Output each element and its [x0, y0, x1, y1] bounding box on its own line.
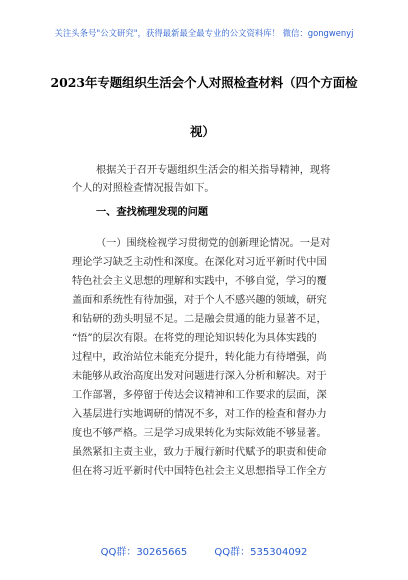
para-line: （一）围绕检视学习贯彻党的创新理论情况。一是对	[96, 238, 331, 249]
para-line: 度也不够严格。三是学习成果转化为实际效能不够显著。	[72, 428, 327, 439]
para-line: 过程中，政治站位未能充分提升，转化能力有待增强，尚	[72, 352, 327, 363]
para-line: 虽然紧扣主责主业，致力于履行新时代赋予的职责和使命	[72, 447, 327, 458]
promo-banner: 关注头条号"公文研究"，获得最新最全最专业的公文资料库！ 微信：gongwenyj	[54, 28, 354, 38]
intro-line-2: 个人的对照检查情况报告如下。	[72, 183, 215, 194]
intro-line-1: 根据关于召开专题组织生活会的相关指导精神，现将	[96, 165, 331, 176]
para-line: 未能够从政治高度出发对问题进行深入分析和解决。对于	[72, 371, 327, 382]
para-line: 但在将习近平新时代中国特色社会主义思想指导工作全方	[72, 466, 327, 477]
section-heading-1: 一、查找梳理发现的问题	[96, 206, 209, 218]
document-title-line-2: 视）	[190, 124, 215, 139]
para-line: 工作部署，多停留于传达会议精神和工作要求的层面，深	[72, 390, 327, 401]
para-line: 入基层进行实地调研的情况不多，对工作的检查和督办力	[72, 409, 327, 420]
para-line: 理论学习缺乏主动性和深度。在深化对习近平新时代中国	[72, 257, 327, 268]
para-line: 特色社会主义思想的理解和实践中，不够自觉，学习的覆	[72, 276, 327, 287]
document-title-line-1: 2023年专题组织生活会个人对照检查材料（四个方面检	[50, 75, 358, 90]
footer-qq-group-1: QQ群：30265665	[100, 547, 188, 558]
footer-qq-group-2: QQ群：535304092	[214, 547, 308, 558]
footer-contacts	[0, 543, 408, 558]
para-line: 盖面和系统性有待加强，对于个人不感兴趣的领域，研究	[72, 295, 327, 306]
para-line: “悟”的层次有限。在将党的理论知识转化为具体实践的	[72, 333, 317, 344]
para-line: 和钻研的劲头明显不足。二是融会贯通的能力显著不足，	[72, 314, 327, 325]
